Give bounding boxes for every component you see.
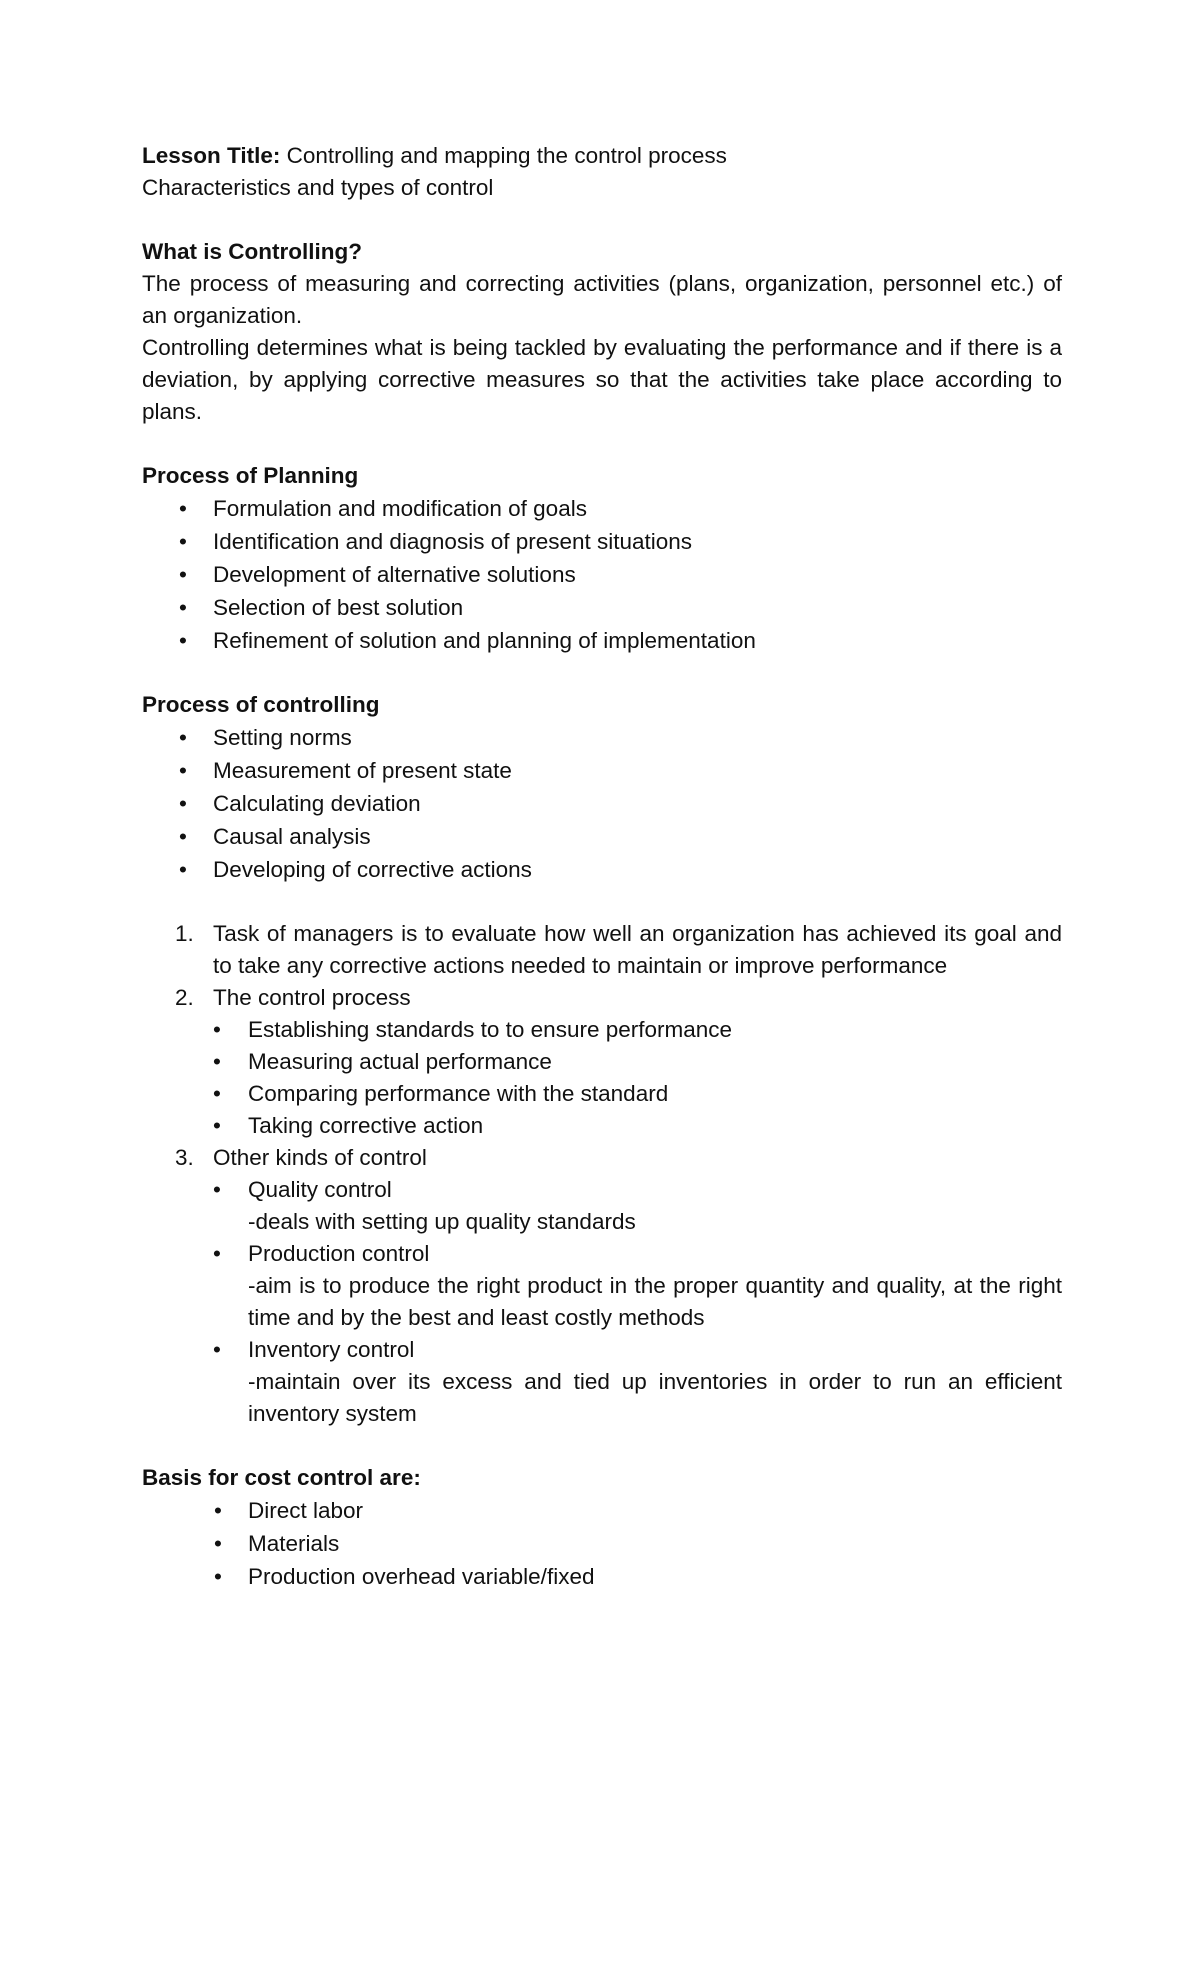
control-process-list [213,1014,1062,1142]
control-kind-description: -deals with setting up quality standards [248,1209,636,1234]
bullet-icon: • [214,1498,222,1523]
document-body [142,140,1062,1593]
control-kind-label: Quality control [248,1177,392,1202]
list-item [213,1238,1062,1334]
list-item-text: Identification and diagnosis of present situations [213,529,693,554]
control-kind-description: -aim is to produce the right product in the proper quantity and quality, at the right time and by the best and least costly methods [248,1273,1062,1330]
list-item-text: Establishing standards to to ensure performance [248,1017,733,1042]
spacer [142,657,1062,689]
list-item [213,1046,1062,1078]
list-item-text: Causal analysis [213,824,371,849]
list-item-text: Direct labor [248,1498,364,1523]
spacer [142,428,1062,460]
list-item [142,820,1062,853]
list-item-text: Comparing performance with the standard [248,1081,669,1106]
bullet-icon: • [179,791,187,816]
list-item-text: Measurement of present state [213,758,512,783]
lesson-subtitle: Characteristics and types of control [142,175,494,200]
list-item-text: Taking corrective action [248,1113,484,1138]
list-item-text: Calculating deviation [213,791,421,816]
list-item [213,1014,1062,1046]
lesson-title-label: Lesson Title: [142,143,281,168]
list-item [142,591,1062,624]
cost-heading: Basis for cost control are: [142,1465,421,1490]
list-item-text: Formulation and modification of goals [213,496,587,521]
numbered-item-text: Other kinds of control [213,1145,427,1170]
bullet-icon: • [179,529,187,554]
bullet-icon: • [213,1113,221,1138]
bullet-icon: • [179,857,187,882]
spacer [142,886,1062,918]
what-is-paragraph-1: The process of measuring and correcting activities (plans, organization, personnel etc.) of an organization. [142,271,1062,328]
controlling-list [142,721,1062,886]
list-item [213,1078,1062,1110]
list-item [213,1334,1062,1430]
bullet-icon: • [179,562,187,587]
cost-list [142,1494,1062,1593]
lesson-title-text: Controlling and mapping the control process [280,143,727,168]
numbered-item-text: Task of managers is to evaluate how well an organization has achieved its goal and to take any corrective actions needed to maintain or improve performance [213,921,1062,978]
control-kind-label: Inventory control [248,1337,415,1362]
numbered-item-text: The control process [213,985,411,1010]
list-item [142,853,1062,886]
list-item-text: Development of alternative solutions [213,562,576,587]
bullet-icon: • [213,1017,221,1042]
list-item [142,754,1062,787]
bullet-icon: • [214,1564,222,1589]
what-is-heading: What is Controlling? [142,239,362,264]
control-kind-description: -maintain over its excess and tied up inventories in order to run an efficient inventory system [248,1369,1062,1426]
list-item [142,1527,1062,1560]
list-item-text: Production overhead variable/fixed [248,1564,595,1589]
bullet-icon: • [179,496,187,521]
list-item-text: Developing of corrective actions [213,857,532,882]
control-kinds-list [213,1174,1062,1430]
planning-heading: Process of Planning [142,463,359,488]
item-number: 2. [175,985,194,1010]
bullet-icon: • [213,1177,221,1202]
list-item [142,492,1062,525]
list-item-text: Measuring actual performance [248,1049,552,1074]
list-item [142,721,1062,754]
list-item [142,558,1062,591]
list-item [142,624,1062,657]
bullet-icon: • [179,758,187,783]
lesson-title-line [142,140,1062,172]
bullet-icon: • [213,1081,221,1106]
control-kind-label: Production control [248,1241,430,1266]
bullet-icon: • [213,1337,221,1362]
item-number: 3. [175,1145,194,1170]
numbered-item-3 [142,1142,1062,1430]
item-number: 1. [175,921,194,946]
spacer [142,1430,1062,1462]
bullet-icon: • [179,725,187,750]
list-item [142,525,1062,558]
list-item-text: Setting norms [213,725,352,750]
bullet-icon: • [179,824,187,849]
what-is-paragraph-2: Controlling determines what is being tackled by evaluating the performance and if there is a deviation, by applying corrective measures so that the activities take place according to plans. [142,335,1062,424]
list-item [142,1494,1062,1527]
list-item-text: Refinement of solution and planning of implementation [213,628,756,653]
numbered-item-2 [142,982,1062,1142]
bullet-icon: • [179,595,187,620]
list-item-text: Materials [248,1531,340,1556]
list-item [142,787,1062,820]
list-item [213,1174,1062,1238]
bullet-icon: • [213,1241,221,1266]
list-item [213,1110,1062,1142]
numbered-item-1 [142,918,1062,982]
spacer [142,204,1062,236]
bullet-icon: • [214,1531,222,1556]
list-item-text: Selection of best solution [213,595,464,620]
bullet-icon: • [213,1049,221,1074]
numbered-list [142,918,1062,1430]
controlling-heading: Process of controlling [142,692,380,717]
bullet-icon: • [179,628,187,653]
planning-list [142,492,1062,657]
list-item [142,1560,1062,1593]
